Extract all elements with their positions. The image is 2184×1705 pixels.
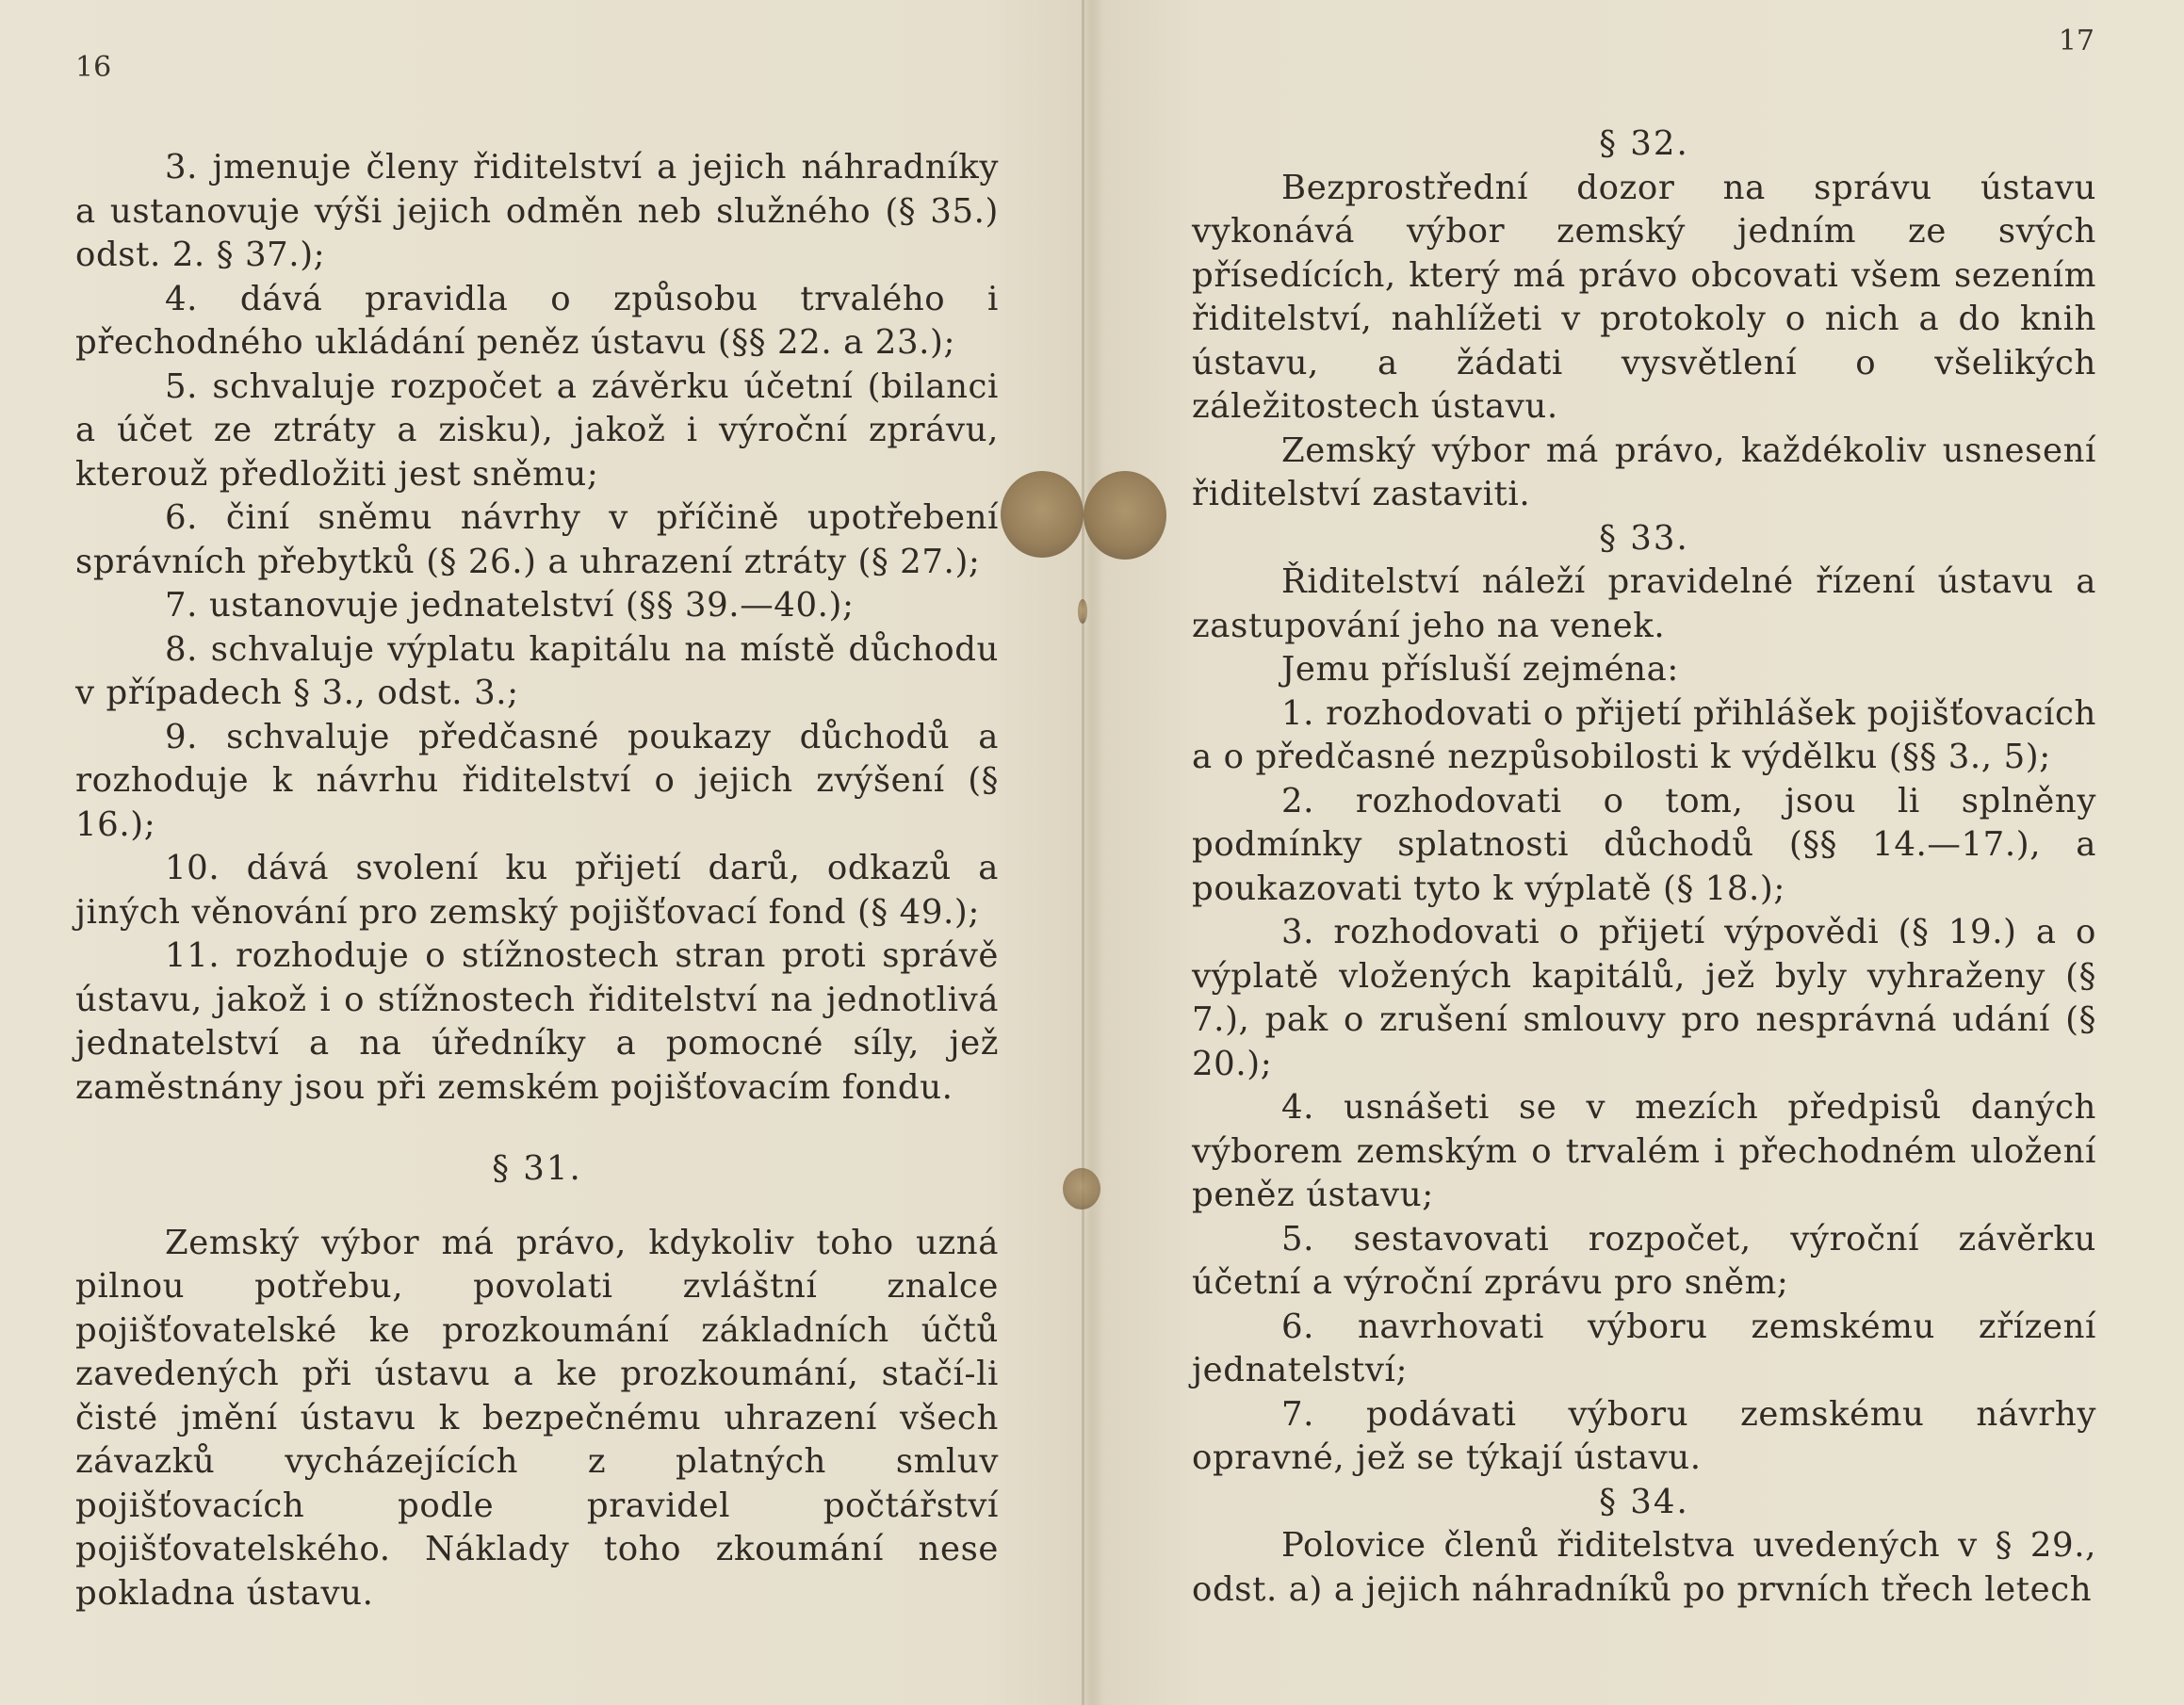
list-item: 3. jmenuje členy řiditelství a jejich náhradníky a ustanovuje výši jejich odměn neb služného (§ 35.) odst. 2. § 37.); [75, 148, 999, 274]
left-page [0, 0, 1084, 1705]
section-heading-32: § 32. [1599, 124, 1689, 163]
list-item: 3. rozhodovati o přijetí výpovědi (§ 19.) a o výplatě vložených kapitálů, jež byly vyhraženy (§ 7.), pak o zrušení smlouvy pro nesprávná udání (§ 20.); [1192, 913, 2096, 1083]
list-item: 6. činí sněmu návrhy v příčině upotřebení správních přebytků (§ 26.) a uhrazení ztráty (§ 27.); [75, 498, 999, 581]
section-33-para-1: Řiditelství náleží pravidelné řízení ústavu a zastupování jeho na venek. [1192, 562, 2096, 645]
list-item: 1. rozhodovati o přijetí přihlášek pojišťovacích a o předčasné nezpůsobilosti k výdělku (§§ 3., 5); [1192, 693, 2096, 776]
page-number-right: 17 [2058, 24, 2094, 57]
list-item: 7. podávati výboru zemskému návrhy opravné, jež se týkají ústavu. [1192, 1394, 2096, 1477]
list-item: 4. dává pravidla o způsobu trvalého i přechodného ukládání peněz ústavu (§§ 22. a 23.); [75, 279, 999, 362]
right-page [1084, 0, 2184, 1705]
section-heading-33: § 33. [1599, 518, 1689, 558]
list-item: 10. dává svolení ku přijetí darů, odkazů a jiných věnování pro zemský pojišťovací fond (§ 49.); [75, 849, 999, 932]
section-32-para-2: Zemský výbor má právo, každékoliv usnesení řiditelství zastaviti. [1192, 430, 2096, 513]
section-32-para-1: Bezprostřední dozor na správu ústavu vykonává výbor zemský jedním ze svých přísedících, který má právo obcovati všem sezením řiditelství, nahlížeti v protokoly o nich a do knih ústavu, a žádati vysvětlení o všelikých záležitostech ústavu. [1192, 168, 2096, 426]
section-33-para-2: Jemu přísluší zejména: [1281, 650, 1679, 689]
list-item: 6. navrhovati výboru zemskému zřízení jednatelství; [1192, 1307, 2096, 1389]
section-34-para-1: Polovice členů řiditelstva uvedených v § 29., odst. a) a jejich náhradníků po prvních třech letech [1192, 1526, 2096, 1609]
list-item: 5. sestavovati rozpočet, výroční závěrku účetní a výroční zprávu pro sněm; [1192, 1219, 2096, 1302]
list-item: 5. schvaluje rozpočet a závěrku účetní (bilanci a účet ze ztráty a zisku), jakož i výroční zprávu, kterouž předložiti jest sněmu; [75, 366, 999, 494]
list-item: 7. ustanovuje jednatelství (§§ 39.—40.); [165, 586, 855, 625]
list-item: 8. schvaluje výplatu kapitálu na místě důchodu v případech § 3., odst. 3.; [75, 629, 999, 712]
list-item: 2. rozhodovati o tom, jsou li splněny podmínky splatnosti důchodů (§§ 14.—17.), a poukazovati tyto k výplatě (§ 18.); [1192, 781, 2096, 908]
right-column [1192, 122, 2096, 1612]
section-31-text: Zemský výbor má právo, kdykoliv toho uzná pilnou potřebu, povolati zvláštní znalce pojišťovatelské ke prozkoumání základních účtů zavedených při ústavu a ke prozkoumání, stačí-li čisté jmění ústavu k bezpečnému uhrazení všech závazků vycházejících z platných smluv pojišťovacích podle pravidel počtářství pojišťovatelského. Náklady toho zkoumání nese pokladna ústavu. [75, 1223, 999, 1613]
section-heading-34: § 34. [1599, 1482, 1689, 1521]
page-number-left: 16 [75, 51, 112, 84]
list-item: 4. usnášeti se v mezích předpisů daných výborem zemským o trvalém i přechodném uložení peněz ústavu; [1192, 1088, 2096, 1214]
section-heading-31: § 31. [492, 1149, 582, 1188]
list-item: 11. rozhoduje o stížnostech stran proti správě ústavu, jakož i o stížnostech řiditelství na jednotlivá jednatelství a na úředníky a pomocné síly, jež zaměstnány jsou při zemském pojišťovacím fondu. [75, 936, 999, 1107]
list-item: 9. schvaluje předčasné poukazy důchodů a rozhoduje k návrhu řiditelství o jejich zvýšení (§ 16.); [75, 717, 999, 844]
left-column [75, 146, 999, 1616]
